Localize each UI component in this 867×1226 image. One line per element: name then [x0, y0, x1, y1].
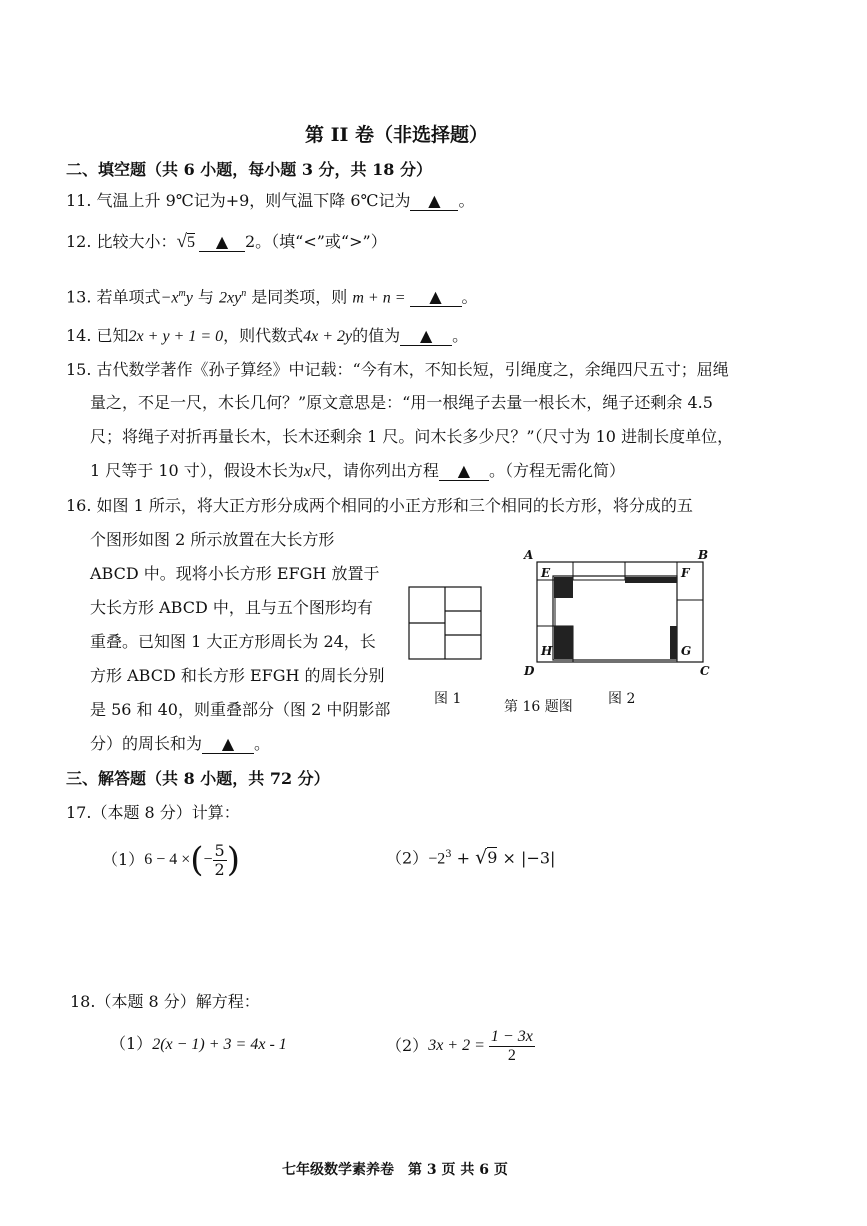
q15-answer-blank[interactable] — [439, 462, 489, 481]
q18-p1-equation: 2(x − 1) + 3 = 4x - 1 — [152, 1036, 287, 1053]
q14-end: 。 — [452, 326, 469, 345]
q18-part-1 — [110, 1034, 287, 1055]
q18-part-2 — [386, 1024, 535, 1068]
triangle-mark: ▲ — [420, 326, 433, 345]
q13-mid-text: 是同类项，则 — [246, 287, 353, 307]
figure-2-caption: 图 2 — [608, 691, 636, 707]
question-12 — [66, 232, 387, 253]
label-f: F — [681, 566, 690, 580]
q17-p2-label: （2） — [386, 848, 429, 868]
shaded-overlap-g — [670, 626, 677, 659]
q15-text-2: 尺，请你列出方程 — [310, 461, 439, 480]
q16-line-7: 是 56 和 40，则重叠部分（图 2 中阴影部 — [90, 700, 391, 719]
label-e: E — [541, 566, 551, 580]
triangle-mark: ▲ — [429, 287, 442, 307]
q16-line-4: 大长方形 ABCD 中，且与五个图形均有 — [90, 598, 373, 617]
q14-answer-blank[interactable] — [400, 327, 452, 346]
label-d: D — [524, 664, 535, 678]
monomial-2-exponent: n — [241, 288, 247, 299]
monomial-1-exponent: m — [178, 288, 186, 299]
q17-p2-base: −2 — [428, 850, 446, 868]
sqrt-arg: 5 — [186, 234, 195, 251]
q17-part-2 — [386, 845, 555, 869]
q18-p2-fraction — [489, 1028, 535, 1065]
variable-x: x — [303, 463, 311, 480]
fraction-denominator: 2 — [507, 1046, 516, 1064]
q15-line-3: 尺；将绳子对折再量长木，长木还剩余 1 尺。问木长多少尺？”（尺寸为 10 进制长度单位， — [90, 427, 734, 446]
q12-text: 12. 比较大小： — [66, 232, 177, 251]
q17-p2-rest: × |−3| — [497, 848, 556, 868]
figure-1 — [408, 586, 482, 660]
piece-left-middle — [537, 580, 555, 626]
q11-answer-blank[interactable] — [410, 192, 458, 211]
q18-p1-label: （1） — [110, 1034, 153, 1053]
q17-p2-exponent: 3 — [445, 849, 452, 860]
figure-2 — [520, 546, 720, 682]
q17-p1-fraction — [213, 842, 227, 879]
sqrt-arg: 9 — [487, 848, 498, 868]
q15-line-2: 量之，不足一尺，木长几何？”原文意思是：“用一根绳子去量一根长木，绳子还剩余 4.5 — [90, 393, 713, 412]
triangle-mark: ▲ — [457, 461, 471, 480]
q15-line-4 — [90, 461, 625, 482]
q17-p2-plus: + — [451, 848, 476, 868]
q16-line-2: 个图形如图 2 所示放置在大长方形 — [90, 530, 335, 549]
label-c: C — [700, 664, 710, 678]
label-b: B — [698, 548, 709, 562]
q18-p2-left: 3x + 2 = — [428, 1037, 485, 1054]
q13-answer-blank[interactable] — [410, 288, 462, 307]
section-title: 第 II 卷（非选择题） — [305, 124, 489, 146]
monomial-2: 2xy — [218, 289, 242, 307]
q15-end: 。（方程无需化简） — [488, 461, 625, 480]
q17-p1-label: （1） — [102, 850, 145, 869]
q11-text: 11. 气温上升 9℃记为+9，则气温下降 6℃记为 — [66, 191, 411, 210]
q14-mid: ，则代数式 — [223, 326, 304, 345]
q15-text: 1 尺等于 10 寸），假设木长为 — [90, 461, 304, 480]
left-paren: ( — [190, 840, 204, 880]
right-paren: ) — [226, 840, 240, 880]
q12-answer-blank[interactable] — [199, 233, 245, 252]
label-h: H — [541, 644, 553, 658]
triangle-mark: ▲ — [221, 734, 235, 753]
fraction-numerator: 5 — [214, 840, 225, 860]
q14-expression: 4x + 2y — [303, 328, 353, 345]
question-11 — [66, 191, 474, 211]
question-14 — [66, 326, 468, 347]
q18-p2-label: （2） — [386, 1036, 429, 1055]
q13-end: 。 — [461, 287, 478, 307]
label-a: A — [524, 548, 534, 562]
shaded-overlap-h — [554, 626, 573, 659]
part2-header: 二、填空题（共 6 小题，每小题 3 分，共 18 分） — [66, 160, 432, 179]
q15-line-1: 15. 古代数学著作《孙子算经》中记载：“今有木，不知长短，引绳度之，余绳四尺五寸；屈绳 — [66, 360, 729, 379]
q17-p1-negative: − — [203, 851, 213, 868]
piece-top-middle — [573, 562, 625, 580]
shaded-overlap-f — [625, 577, 677, 583]
shaded-overlap-e — [554, 577, 573, 598]
q17-p1-expression: 6 − 4 × — [144, 851, 191, 868]
q17-part-1 — [102, 836, 240, 884]
q16-line-6: 方形 ABCD 和长方形 EFGH 的周长分别 — [90, 666, 385, 685]
fraction-numerator: 1 − 3x — [490, 1027, 533, 1045]
q16-text: 分）的周长和为 — [90, 734, 203, 753]
q11-end: 。 — [458, 191, 475, 210]
question-17-stem: 17.（本题 8 分）计算： — [66, 803, 240, 822]
q13-text: 13. 若单项式 — [66, 287, 161, 307]
sqrt-sign: √ — [176, 231, 187, 252]
fraction-denominator: 2 — [214, 859, 225, 879]
q16-line-5: 重叠。已知图 1 大正方形周长为 24，长 — [90, 632, 376, 651]
q14-text: 14. 已知 — [66, 326, 129, 345]
monomial-1-y: y — [185, 289, 193, 307]
q16-answer-blank[interactable] — [202, 735, 254, 754]
q13-sum: m + n = — [352, 289, 406, 307]
q13-and: 与 — [192, 287, 219, 307]
q12-end: 2。（填“<”或“>”） — [244, 232, 387, 251]
question-18-stem: 18.（本题 8 分）解方程： — [70, 992, 260, 1011]
monomial-1: −x — [160, 289, 179, 307]
q14-value-text: 的值为 — [352, 326, 401, 345]
q16-line-1: 16. 如图 1 所示，将大正方形分成两个相同的小正方形和三个相同的长方形，将分成的五 — [66, 496, 693, 515]
q16-line-8 — [90, 734, 270, 754]
q14-equation: 2x + y + 1 = 0 — [128, 328, 224, 345]
label-g: G — [681, 644, 692, 658]
triangle-mark: ▲ — [215, 232, 229, 251]
figure-caption: 第 16 题图 — [504, 699, 573, 715]
q16-end: 。 — [254, 734, 271, 753]
question-13 — [66, 284, 478, 308]
q16-line-3: ABCD 中。现将小长方形 EFGH 放置于 — [90, 564, 380, 583]
figure-1-caption: 图 1 — [434, 691, 462, 707]
triangle-mark: ▲ — [428, 191, 441, 210]
sqrt-sign: √ — [475, 846, 488, 869]
page-footer: 七年级数学素养卷 第 3 页 共 6 页 — [282, 1162, 508, 1178]
part3-header: 三、解答题（共 8 小题，共 72 分） — [66, 769, 330, 788]
